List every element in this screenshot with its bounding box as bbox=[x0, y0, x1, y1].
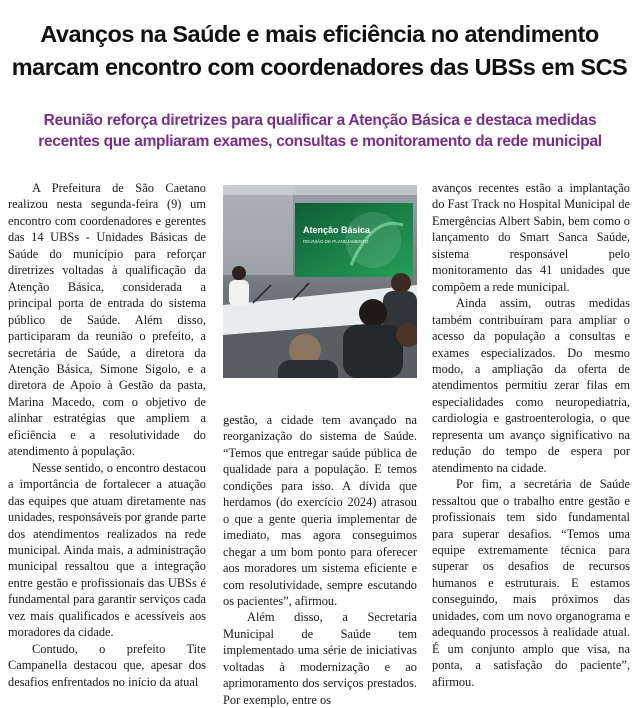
headline: Avanços na Saúde e mais eficiência no atendimento marcam encontro com coordenadores das UBSs em SCS bbox=[11, 21, 628, 80]
screen-title: Atenção Básica bbox=[303, 225, 371, 235]
paragraph: Ainda assim, outras medidas também contribuíram para ampliar o acesso da população a consultas e exames especializados. Do mesmo modo, a ampliação da oferta de atendimentos permitiu zerar filas em especialidades como neuropediatria, cardiologia e gastroenterologia, o que representa um avanço significativo na redução do tempo de espera por atendimento na cidade. bbox=[432, 296, 630, 475]
paragraph: gestão, a cidade tem avançado na reorganização do sistema de Saúde. “Temos que entregar saúde pública de qualidade para a população. E temos condições para isso. A dívida que herdamos (do exercício 2024) atrasou o que a gente queria implementar de imediato, mas agora conseguimos chegar a um bom ponto para oferecer aos moradores um sistema eficiente e com resolutividade, sempre escutando os pacientes”, afirmou. bbox=[223, 413, 417, 608]
paragraph: Nesse sentido, o encontro destacou a importância de fortalecer a atuação das equipes que atuam diretamente nas unidades, responsáveis por grande parte dos atendimentos realizados na rede municipal. Ainda mais, a administração municipal ressaltou que a integração entre gestão e profissionais das UBSs é fundamental para garantir serviços cada vez mais qualificados e acessíveis aos moradores da cidade. bbox=[8, 460, 206, 640]
meeting-photo bbox=[223, 185, 417, 378]
paragraph: Além disso, a Secretaria Municipal de Saúde tem implementado uma série de iniciativas voltadas à modernização e ao aprimoramento dos serviços prestados. Por exemplo, entre os bbox=[223, 610, 417, 707]
screen-subtitle: REUNIÃO DE PLANEJAMENTO bbox=[303, 239, 369, 244]
article-column-1 bbox=[8, 180, 206, 690]
article-column-2 bbox=[223, 412, 417, 708]
article-column-3 bbox=[432, 180, 630, 690]
paragraph: Por fim, a secretária de Saúde ressaltou que o trabalho entre gestão e profissionais tem sido fundamental para superar desafios. “Temos uma equipe extremamente técnica para superar os desafios de recursos humanos e estruturais. E estamos conseguindo, mais próximos das unidades, com um novo organograma e adequando processos à realidade atual. É um conjunto amplo que visa, na ponta, a satisfação do paciente”, afirmou. bbox=[432, 477, 630, 689]
paragraph: Contudo, o prefeito Tite Campanella destacou que, apesar dos desafios enfrentados no início da atual bbox=[8, 641, 206, 689]
meeting-photo-illustration bbox=[223, 185, 417, 378]
paragraph: A Prefeitura de São Caetano realizou nesta segunda-feira (9) um encontro com coordenadores e gerentes das 14 UBSs - Unidades Básicas de Saúde do município para reforçar diretrizes voltadas à qualificação da Atenção Básica, considerada a principal porta de entrada do sistema público de Saúde. Além disso, participaram da reunião o prefeito, a secretária de Saúde, a diretora da Atenção Básica, Simone Sigolo, e a diretora de Apoio à Gestão da pasta, Marina Macedo, com o objetivo de alinhar estratégias que ampliem a eficiência e a resolutividade do atendimento à população. bbox=[8, 181, 206, 459]
subheadline: Reunião reforça diretrizes para qualificar a Atenção Básica e destaca medidas recentes que ampliaram exames, consultas e monitoramento da rede municipal bbox=[38, 112, 602, 150]
paragraph: avanços recentes estão a implantação do Fast Track no Hospital Municipal de Emergências Albert Sabin, bem como o lançamento do Smart Sanca Saúde, sistema responsável pelo monitoramento das 41 unidades que compõem a rede municipal. bbox=[432, 181, 630, 294]
